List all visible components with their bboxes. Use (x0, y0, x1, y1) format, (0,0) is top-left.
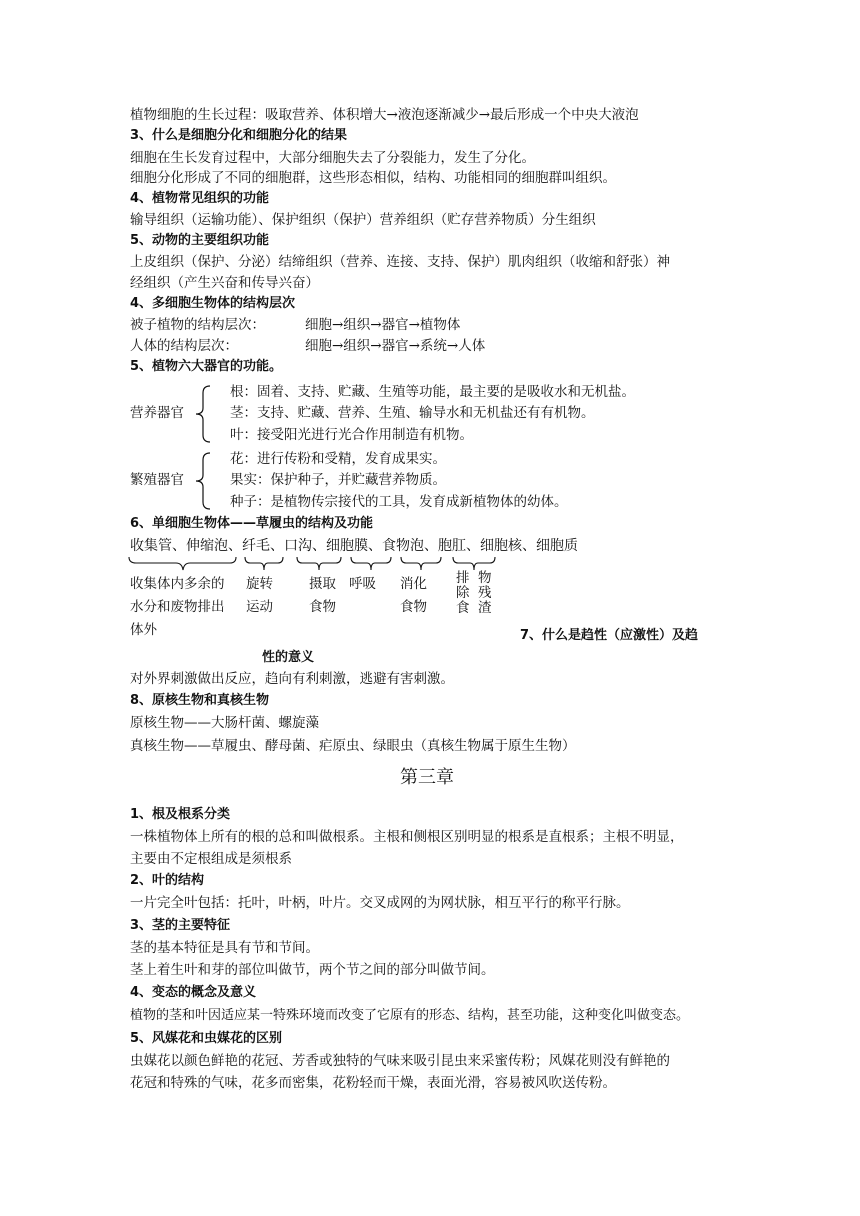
paragraph-line: 花冠和特殊的气味，花多而密集，花粉轻而干燥，表面光滑，容易被风吹送传粉。 (130, 1075, 616, 1091)
heading-metamorphosis: 4、变态的概念及意义 (130, 985, 257, 1000)
paragraph-line: 原核生物——大肠杆菌、螺旋藻 (130, 715, 319, 731)
left-brace-icon (194, 384, 218, 444)
heading-structure-levels: 4、多细胞生物体的结构层次 (130, 296, 296, 311)
function-membrane: 呼吸 (349, 576, 376, 592)
paragraph-line: 细胞在生长发育过程中，大部分细胞失去了分裂能力，发生了分化。 (130, 150, 535, 166)
function-anal-pore: 排除食 (456, 570, 470, 616)
function-cilia: 运动 (246, 599, 273, 615)
organ-root: 根：固着、支持、贮藏、生殖等功能，最主要的是吸收水和无机盐。 (230, 384, 635, 400)
human-levels-label: 人体的结构层次： (130, 338, 238, 354)
function-collecting: 体外 (130, 622, 157, 638)
plant-levels-value: 细胞→组织→器官→植物体 (305, 317, 461, 333)
function-food-vacuole: 消化 (400, 576, 427, 592)
paragraph-line: 上皮组织（保护、分泌）结缔组织（营养、连接、支持、保护）肌肉组织（收缩和舒张）神 (130, 254, 670, 270)
bottom-brace-icon (400, 555, 442, 573)
paramecium-structures: 收集管、伸缩泡、纤毛、口沟、细胞膜、食物泡、胞肛、细胞核、细胞质 (130, 538, 578, 554)
heading-paramecium: 6、单细胞生物体——草履虫的结构及功能 (130, 516, 374, 531)
bottom-brace-icon (296, 555, 342, 573)
organ-leaf: 叶：接受阳光进行光合作用制造有机物。 (230, 427, 473, 443)
organ-stem: 茎：支持、贮藏、营养、生殖、输导水和无机盐还有有机物。 (230, 405, 595, 421)
organ-fruit: 果实：保护种子，并贮藏营养物质。 (230, 472, 446, 488)
plant-levels-label: 被子植物的结构层次： (130, 317, 265, 333)
heading-animal-tissues: 5、动物的主要组织功能 (130, 233, 270, 248)
function-food-vacuole: 食物 (400, 599, 427, 615)
paragraph-line: 虫媒花以颜色鲜艳的花冠、芳香或独特的气味来吸引昆虫来采蜜传粉；风媒花则没有鲜艳的 (130, 1053, 670, 1069)
paragraph-line: 植物的茎和叶因适应某一特殊环境而改变了它原有的形态、结构，甚至功能，这种变化叫做变态。 (130, 1008, 690, 1023)
heading-plant-tissues: 4、植物常见组织的功能 (130, 191, 270, 206)
paragraph-line: 一株植物体上所有的根的总和叫做根系。主根和侧根区别明显的根系是直根系；主根不明显， (130, 829, 684, 845)
organ-seed: 种子：是植物传宗接代的工具，发育成新植物体的幼体。 (230, 494, 568, 510)
function-collecting: 收集体内多余的 (130, 576, 225, 592)
human-levels-value: 细胞→组织→器官→系统→人体 (305, 338, 486, 354)
heading-taxis: 7、什么是趋性（应激性）及趋 (520, 628, 699, 643)
bottom-brace-icon (244, 555, 284, 573)
function-cilia: 旋转 (246, 576, 273, 592)
bottom-brace-icon (128, 555, 238, 573)
function-oral-groove: 食物 (309, 599, 336, 615)
heading-pollination: 5、风媒花和虫媒花的区别 (130, 1031, 283, 1046)
chapter-title: 第三章 (400, 767, 454, 788)
paragraph-line: 细胞分化形成了不同的细胞群，这些形态相似，结构、功能相同的细胞群叫组织。 (130, 170, 616, 186)
paragraph-line: 主要由不定根组成是须根系 (130, 851, 292, 867)
function-oral-groove: 摄取 (309, 576, 336, 592)
vegetative-organs-label: 营养器官 (130, 405, 184, 421)
paragraph-line: 经组织（产生兴奋和传导兴奋） (130, 275, 319, 291)
bottom-brace-icon (350, 555, 392, 573)
heading-taxis-cont: 性的意义 (262, 650, 315, 665)
paragraph-line: 真核生物——草履虫、酵母菌、疟原虫、绿眼虫（真核生物属于原生生物） (130, 738, 576, 754)
left-brace-icon (194, 451, 218, 511)
function-collecting: 水分和废物排出 (130, 599, 225, 615)
reproductive-organs-label: 繁殖器官 (130, 472, 184, 488)
growth-process-text: 植物细胞的生长过程：吸取营养、体积增大→液泡逐渐减少→最后形成一个中央大液泡 (130, 107, 639, 123)
heading-six-organs: 5、植物六大器官的功能。 (130, 359, 283, 374)
organ-flower: 花：进行传粉和受精，发育成果实。 (230, 451, 446, 467)
paragraph-line: 输导组织（运输功能）、保护组织（保护）营养组织（贮存营养物质）分生组织 (130, 212, 596, 228)
heading-leaf-structure: 2、叶的结构 (130, 873, 205, 888)
paragraph-line: 茎上着生叶和芽的部位叫做节，两个节之间的部分叫做节间。 (130, 962, 495, 978)
heading-root-system: 1、根及根系分类 (130, 807, 231, 822)
function-anal-pore: 物残渣 (478, 570, 492, 616)
heading-cell-differentiation: 3、什么是细胞分化和细胞分化的结果 (130, 128, 348, 143)
heading-stem-features: 3、茎的主要特征 (130, 918, 231, 933)
paragraph-line: 对外界刺激做出反应，趋向有利刺激，逃避有害刺激。 (130, 671, 454, 687)
paragraph-line: 茎的基本特征是具有节和节间。 (130, 940, 319, 956)
paragraph-line: 一片完全叶包括：托叶，叶柄，叶片。交叉成网的为网状脉，相互平行的称平行脉。 (130, 895, 630, 911)
heading-prokaryote: 8、原核生物和真核生物 (130, 693, 270, 708)
